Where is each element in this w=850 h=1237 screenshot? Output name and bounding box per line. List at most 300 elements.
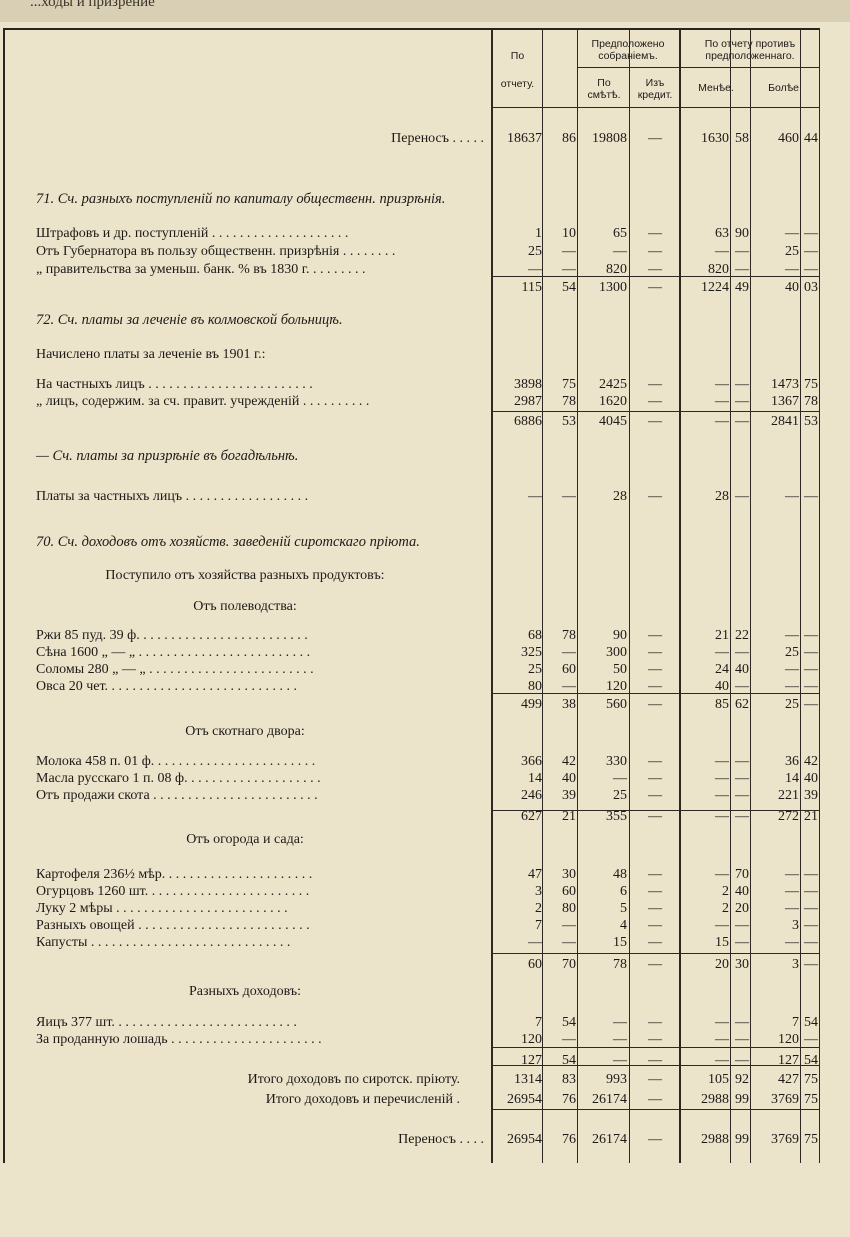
- menee-rub: 85: [715, 697, 729, 712]
- po-smete-value: —: [613, 1053, 627, 1068]
- table-row: [0, 934, 850, 951]
- bolee-rub: 3769: [771, 1092, 799, 1107]
- row-label: Овса 20 чет. . . . . . . . . . . . . . . . . . . . . . . . . . . .: [36, 679, 298, 694]
- table-row: [0, 488, 850, 505]
- table-row: [0, 567, 850, 584]
- iz-kredit-value: —: [648, 697, 662, 712]
- po-otchetu-rub: 80: [528, 679, 542, 694]
- bolee-kop: —: [804, 226, 818, 241]
- menee-rub: —: [715, 244, 729, 259]
- iz-kredit-value: —: [648, 645, 662, 660]
- table-row: [0, 598, 850, 615]
- po-otchetu-rub: 2987: [514, 394, 542, 409]
- iz-kredit-value: —: [648, 884, 662, 899]
- bolee-kop: 39: [804, 788, 818, 803]
- iz-kredit-value: —: [648, 244, 662, 259]
- po-smete-value: 120: [606, 679, 627, 694]
- menee-rub: 1630: [701, 131, 729, 146]
- po-otchetu-kop: —: [562, 489, 576, 504]
- po-otchetu-kop: 76: [562, 1092, 576, 1107]
- bolee-kop: 75: [804, 377, 818, 392]
- menee-kop: —: [735, 489, 749, 504]
- po-smete-value: 355: [606, 809, 627, 824]
- iz-kredit-value: —: [648, 414, 662, 429]
- menee-kop: 20: [735, 901, 749, 916]
- menee-rub: —: [715, 771, 729, 786]
- po-otchetu-rub: 3898: [514, 377, 542, 392]
- po-otchetu-kop: —: [562, 244, 576, 259]
- po-otchetu-rub: 325: [521, 645, 542, 660]
- po-otchetu-kop: 54: [562, 280, 576, 295]
- po-smete-value: 4045: [599, 414, 627, 429]
- row-label: Масла русскаго 1 п. 08 ф. . . . . . . . . . . . . . . . . . . .: [36, 771, 321, 786]
- bolee-kop: —: [804, 884, 818, 899]
- po-otchetu-rub: 68: [528, 628, 542, 643]
- po-otchetu-rub: 120: [521, 1032, 542, 1047]
- bolee-rub: —: [785, 901, 799, 916]
- po-otchetu-rub: 25: [528, 244, 542, 259]
- iz-kredit-value: —: [648, 662, 662, 677]
- po-smete-value: 820: [606, 262, 627, 277]
- row-label: Платы за частныхъ лицъ . . . . . . . . . . . . . . . . . .: [36, 489, 309, 504]
- po-otchetu-rub: —: [528, 935, 542, 950]
- menee-kop: 99: [735, 1092, 749, 1107]
- menee-kop: —: [735, 377, 749, 392]
- subtotal-row: [0, 696, 850, 713]
- row-label: Соломы 280 „ — „ . . . . . . . . . . . . . . . . . . . . . . . .: [36, 662, 314, 677]
- po-otchetu-rub: 26954: [507, 1132, 542, 1147]
- menee-rub: —: [715, 1053, 729, 1068]
- bolee-kop: —: [804, 1032, 818, 1047]
- po-otchetu-kop: —: [562, 918, 576, 933]
- menee-rub: 105: [708, 1072, 729, 1087]
- bolee-kop: 53: [804, 414, 818, 429]
- menee-kop: 62: [735, 697, 749, 712]
- po-otchetu-kop: 42: [562, 754, 576, 769]
- bolee-kop: 40: [804, 771, 818, 786]
- row-label: Огурцовъ 1260 шт. . . . . . . . . . . . . . . . . . . . . . . .: [36, 884, 310, 899]
- iz-kredit-value: —: [648, 377, 662, 392]
- menee-kop: —: [735, 935, 749, 950]
- page-header-fragment: ...ходы и призрение: [30, 0, 155, 10]
- row-label: Картофеля 236½ мѣр. . . . . . . . . . . . . . . . . . . . . .: [36, 867, 313, 882]
- menee-kop: —: [735, 1015, 749, 1030]
- iz-kredit-value: —: [648, 1092, 662, 1107]
- row-label: Начислено платы за леченiе въ 1901 г.:: [36, 347, 266, 362]
- row-label: Яицъ 377 шт. . . . . . . . . . . . . . . . . . . . . . . . . . .: [36, 1015, 297, 1030]
- iz-kredit-value: —: [648, 918, 662, 933]
- menee-kop: 92: [735, 1072, 749, 1087]
- bolee-kop: —: [804, 489, 818, 504]
- bolee-kop: 75: [804, 1092, 818, 1107]
- row-label: Разныхъ доходовъ:: [189, 984, 301, 999]
- menee-rub: —: [715, 1015, 729, 1030]
- po-otchetu-rub: 246: [521, 788, 542, 803]
- po-otchetu-kop: 40: [562, 771, 576, 786]
- menee-kop: 40: [735, 662, 749, 677]
- menee-kop: 30: [735, 957, 749, 972]
- subtotal-row: [0, 808, 850, 825]
- menee-kop: 49: [735, 280, 749, 295]
- po-otchetu-rub: 366: [521, 754, 542, 769]
- menee-rub: —: [715, 645, 729, 660]
- menee-kop: —: [735, 754, 749, 769]
- po-otchetu-rub: —: [528, 262, 542, 277]
- bolee-rub: 40: [785, 280, 799, 295]
- iz-kredit-value: —: [648, 935, 662, 950]
- po-smete-value: 26174: [592, 1132, 627, 1147]
- table-row: [0, 787, 850, 804]
- menee-rub: 28: [715, 489, 729, 504]
- po-otchetu-kop: 39: [562, 788, 576, 803]
- po-otchetu-rub: 25: [528, 662, 542, 677]
- iz-kredit-value: —: [648, 280, 662, 295]
- iz-kredit-value: —: [648, 1015, 662, 1030]
- po-smete-value: 50: [613, 662, 627, 677]
- bolee-kop: —: [804, 867, 818, 882]
- table-row: [0, 644, 850, 661]
- bolee-rub: 120: [778, 1032, 799, 1047]
- section-heading: — Сч. платы за призрѣнiе въ богадѣльнѣ.: [36, 448, 299, 464]
- menee-kop: 40: [735, 884, 749, 899]
- bolee-rub: —: [785, 662, 799, 677]
- table-row: [0, 1071, 850, 1088]
- row-label: Отъ огорода и сада:: [186, 832, 304, 847]
- po-otchetu-kop: 54: [562, 1015, 576, 1030]
- table-row: [0, 1131, 850, 1148]
- menee-rub: —: [715, 394, 729, 409]
- iz-kredit-value: —: [648, 1053, 662, 1068]
- table-row: [0, 831, 850, 848]
- bolee-rub: 272: [778, 809, 799, 824]
- section-heading: 71. Сч. разныхъ поступленiй по капиталу общественн. призрѣнiя.: [36, 191, 446, 207]
- po-otchetu-kop: 78: [562, 394, 576, 409]
- header-divider-2: [681, 67, 819, 68]
- menee-rub: 1224: [701, 280, 729, 295]
- header-predpolozheno: Предположено собранiемъ.: [591, 38, 665, 62]
- bolee-kop: 78: [804, 394, 818, 409]
- bolee-kop: —: [804, 679, 818, 694]
- table-row: [0, 312, 850, 329]
- iz-kredit-value: —: [648, 771, 662, 786]
- bolee-rub: 25: [785, 645, 799, 660]
- row-label: Отъ Губернатора въ пользу общественн. призрѣнiя . . . . . . . .: [36, 244, 396, 259]
- po-otchetu-rub: 115: [521, 280, 542, 295]
- menee-kop: —: [735, 262, 749, 277]
- row-label: Капусты . . . . . . . . . . . . . . . . . . . . . . . . . . . . .: [36, 935, 291, 950]
- po-smete-value: 28: [613, 489, 627, 504]
- po-otchetu-rub: 6886: [514, 414, 542, 429]
- bolee-rub: —: [785, 679, 799, 694]
- iz-kredit-value: —: [648, 809, 662, 824]
- bolee-rub: 460: [778, 131, 799, 146]
- menee-rub: —: [715, 809, 729, 824]
- menee-rub: 2: [722, 901, 729, 916]
- menee-kop: —: [735, 1053, 749, 1068]
- po-smete-value: 48: [613, 867, 627, 882]
- menee-kop: —: [735, 394, 749, 409]
- po-otchetu-kop: 60: [562, 884, 576, 899]
- po-smete-value: 78: [613, 957, 627, 972]
- po-otchetu-rub: 18637: [507, 131, 542, 146]
- table-row: [0, 1014, 850, 1031]
- po-smete-value: 993: [606, 1072, 627, 1087]
- bolee-kop: 03: [804, 280, 818, 295]
- menee-kop: —: [735, 788, 749, 803]
- row-label: Разныхъ овощей . . . . . . . . . . . . . . . . . . . . . . . . .: [36, 918, 310, 933]
- row-label: „ лицъ, содержим. за сч. правит. учрежденiй . . . . . . . . . .: [36, 394, 370, 409]
- menee-rub: 2988: [701, 1092, 729, 1107]
- menee-rub: 24: [715, 662, 729, 677]
- po-smete-value: 15: [613, 935, 627, 950]
- table-row: [0, 900, 850, 917]
- subtotal-row: [0, 279, 850, 296]
- subtotal-row: [0, 956, 850, 973]
- header-po: По: [510, 50, 525, 62]
- po-otchetu-rub: 127: [521, 1053, 542, 1068]
- bolee-kop: —: [804, 662, 818, 677]
- bolee-rub: 14: [785, 771, 799, 786]
- row-label: Отъ продажи скота . . . . . . . . . . . . . . . . . . . . . . . .: [36, 788, 318, 803]
- bolee-rub: 25: [785, 697, 799, 712]
- table-row: [0, 1091, 850, 1108]
- table-row: [0, 661, 850, 678]
- po-otchetu-rub: 3: [535, 884, 542, 899]
- bolee-kop: —: [804, 918, 818, 933]
- po-otchetu-rub: —: [528, 489, 542, 504]
- header-iz-kredit: Изъ кредит.: [637, 77, 673, 101]
- bolee-kop: 44: [804, 131, 818, 146]
- po-otchetu-rub: 47: [528, 867, 542, 882]
- iz-kredit-value: —: [648, 754, 662, 769]
- subtotal-row: [0, 1052, 850, 1069]
- bolee-rub: 1473: [771, 377, 799, 392]
- table-row: [0, 130, 850, 147]
- table-row: [0, 225, 850, 242]
- row-label: „ правительства за уменьш. банк. % въ 1830 г. . . . . . . . .: [36, 262, 366, 277]
- bolee-rub: 36: [785, 754, 799, 769]
- po-otchetu-rub: 627: [521, 809, 542, 824]
- menee-rub: 820: [708, 262, 729, 277]
- po-otchetu-rub: 7: [535, 1015, 542, 1030]
- po-otchetu-rub: 14: [528, 771, 542, 786]
- po-smete-value: 1620: [599, 394, 627, 409]
- iz-kredit-value: —: [648, 957, 662, 972]
- po-otchetu-kop: 80: [562, 901, 576, 916]
- menee-rub: 20: [715, 957, 729, 972]
- row-label: Поступило отъ хозяйства разныхъ продуктовъ:: [105, 568, 385, 583]
- bolee-rub: 2841: [771, 414, 799, 429]
- bolee-kop: —: [804, 244, 818, 259]
- table-row: [0, 917, 850, 934]
- header-bottom-rule: [492, 107, 819, 108]
- table-row: [0, 534, 850, 551]
- table-row: [0, 376, 850, 393]
- row-label: Переносъ . . . . .: [391, 131, 484, 146]
- row-label: Итого доходовъ по сиротск. прiюту.: [247, 1072, 460, 1087]
- menee-kop: 22: [735, 628, 749, 643]
- section-heading: 72. Сч. платы за леченiе въ колмовской больницѣ.: [36, 312, 343, 328]
- table-row: [0, 1031, 850, 1048]
- po-smete-value: 2425: [599, 377, 627, 392]
- bolee-kop: —: [804, 697, 818, 712]
- po-otchetu-kop: 54: [562, 1053, 576, 1068]
- po-smete-value: —: [613, 1032, 627, 1047]
- iz-kredit-value: —: [648, 901, 662, 916]
- header-divider-1: [578, 67, 679, 68]
- menee-kop: —: [735, 1032, 749, 1047]
- iz-kredit-value: —: [648, 394, 662, 409]
- iz-kredit-value: —: [648, 679, 662, 694]
- bolee-kop: —: [804, 628, 818, 643]
- row-label: На частныхъ лицъ . . . . . . . . . . . . . . . . . . . . . . . .: [36, 377, 313, 392]
- menee-kop: —: [735, 414, 749, 429]
- po-otchetu-kop: —: [562, 262, 576, 277]
- po-otchetu-kop: 21: [562, 809, 576, 824]
- bolee-kop: 75: [804, 1072, 818, 1087]
- iz-kredit-value: —: [648, 788, 662, 803]
- bolee-rub: —: [785, 935, 799, 950]
- po-otchetu-kop: —: [562, 679, 576, 694]
- po-otchetu-rub: 60: [528, 957, 542, 972]
- menee-rub: 63: [715, 226, 729, 241]
- bolee-kop: —: [804, 262, 818, 277]
- menee-kop: 90: [735, 226, 749, 241]
- po-otchetu-kop: 86: [562, 131, 576, 146]
- po-otchetu-kop: —: [562, 1032, 576, 1047]
- table-row: [0, 770, 850, 787]
- total-rule: [492, 1109, 819, 1110]
- menee-rub: —: [715, 788, 729, 803]
- header-po-smete: По смѣтѣ.: [587, 77, 621, 101]
- subtotal-rule: [492, 411, 819, 412]
- menee-kop: 70: [735, 867, 749, 882]
- bolee-rub: —: [785, 262, 799, 277]
- table-row: [0, 866, 850, 883]
- row-label: Переносъ . . . .: [398, 1132, 484, 1147]
- bolee-rub: —: [785, 628, 799, 643]
- menee-kop: —: [735, 771, 749, 786]
- row-label: Отъ полеводства:: [193, 599, 297, 614]
- bolee-kop: —: [804, 957, 818, 972]
- header-po-otchetu-protiv: По отчету противъ предположеннаго.: [704, 38, 796, 62]
- row-label: Отъ скотнаго двора:: [185, 724, 305, 739]
- header-otchetu: отчету.: [500, 78, 535, 90]
- header-bolee: Болѣе.: [768, 82, 802, 94]
- bolee-rub: 3: [792, 918, 799, 933]
- po-otchetu-rub: 1314: [514, 1072, 542, 1087]
- menee-rub: —: [715, 1032, 729, 1047]
- bolee-rub: 1367: [771, 394, 799, 409]
- po-smete-value: 4: [620, 918, 627, 933]
- row-label: Штрафовъ и др. поступленiй . . . . . . . . . . . . . . . . . . . .: [36, 226, 349, 241]
- po-smete-value: 1300: [599, 280, 627, 295]
- menee-rub: 2: [722, 884, 729, 899]
- po-otchetu-kop: 83: [562, 1072, 576, 1087]
- menee-kop: —: [735, 679, 749, 694]
- bolee-rub: 3: [792, 957, 799, 972]
- iz-kredit-value: —: [648, 628, 662, 643]
- table-row: [0, 753, 850, 770]
- po-smete-value: —: [613, 1015, 627, 1030]
- bolee-rub: 7: [792, 1015, 799, 1030]
- menee-rub: 40: [715, 679, 729, 694]
- header-menee: Менѣе.: [698, 82, 734, 94]
- menee-rub: —: [715, 918, 729, 933]
- po-smete-value: —: [613, 244, 627, 259]
- subtotal-row: [0, 413, 850, 430]
- po-smete-value: 5: [620, 901, 627, 916]
- table-row: [0, 191, 850, 208]
- table-row: [0, 393, 850, 410]
- table-row: [0, 983, 850, 1000]
- row-label: Ржи 85 пуд. 39 ф. . . . . . . . . . . . . . . . . . . . . . . . .: [36, 628, 308, 643]
- po-otchetu-rub: 26954: [507, 1092, 542, 1107]
- po-otchetu-kop: 78: [562, 628, 576, 643]
- bolee-kop: —: [804, 645, 818, 660]
- bolee-rub: —: [785, 226, 799, 241]
- po-smete-value: 65: [613, 226, 627, 241]
- row-label: Сѣна 1600 „ — „ . . . . . . . . . . . . . . . . . . . . . . . . .: [36, 645, 311, 660]
- subtotal-rule: [492, 953, 819, 954]
- row-label: Луку 2 мѣры . . . . . . . . . . . . . . . . . . . . . . . . .: [36, 901, 288, 916]
- iz-kredit-value: —: [648, 131, 662, 146]
- po-otchetu-kop: 30: [562, 867, 576, 882]
- bolee-kop: 21: [804, 809, 818, 824]
- iz-kredit-value: —: [648, 262, 662, 277]
- menee-rub: —: [715, 377, 729, 392]
- bolee-kop: 54: [804, 1053, 818, 1068]
- bolee-rub: 221: [778, 788, 799, 803]
- row-label: Молока 458 п. 01 ф. . . . . . . . . . . . . . . . . . . . . . . .: [36, 754, 316, 769]
- bolee-rub: —: [785, 489, 799, 504]
- po-smete-value: 560: [606, 697, 627, 712]
- row-label: За проданную лошадь . . . . . . . . . . . . . . . . . . . . . .: [36, 1032, 322, 1047]
- bolee-rub: —: [785, 884, 799, 899]
- menee-kop: 99: [735, 1132, 749, 1147]
- po-smete-value: 25: [613, 788, 627, 803]
- po-otchetu-kop: 53: [562, 414, 576, 429]
- po-smete-value: 300: [606, 645, 627, 660]
- po-otchetu-kop: 70: [562, 957, 576, 972]
- bolee-rub: 3769: [771, 1132, 799, 1147]
- po-otchetu-kop: 76: [562, 1132, 576, 1147]
- menee-kop: —: [735, 918, 749, 933]
- menee-kop: —: [735, 244, 749, 259]
- po-otchetu-kop: —: [562, 645, 576, 660]
- bolee-rub: 427: [778, 1072, 799, 1087]
- iz-kredit-value: —: [648, 226, 662, 241]
- iz-kredit-value: —: [648, 1072, 662, 1087]
- table-row: [0, 346, 850, 363]
- iz-kredit-value: —: [648, 1132, 662, 1147]
- table-row: [0, 883, 850, 900]
- po-otchetu-rub: 2: [535, 901, 542, 916]
- menee-rub: —: [715, 867, 729, 882]
- po-otchetu-kop: —: [562, 935, 576, 950]
- po-smete-value: 26174: [592, 1092, 627, 1107]
- po-otchetu-kop: 60: [562, 662, 576, 677]
- menee-kop: 58: [735, 131, 749, 146]
- po-otchetu-rub: 7: [535, 918, 542, 933]
- bolee-kop: —: [804, 901, 818, 916]
- table-row: [0, 723, 850, 740]
- po-otchetu-kop: 75: [562, 377, 576, 392]
- po-smete-value: —: [613, 771, 627, 786]
- po-otchetu-rub: 1: [535, 226, 542, 241]
- table-row: [0, 261, 850, 278]
- bolee-kop: 75: [804, 1132, 818, 1147]
